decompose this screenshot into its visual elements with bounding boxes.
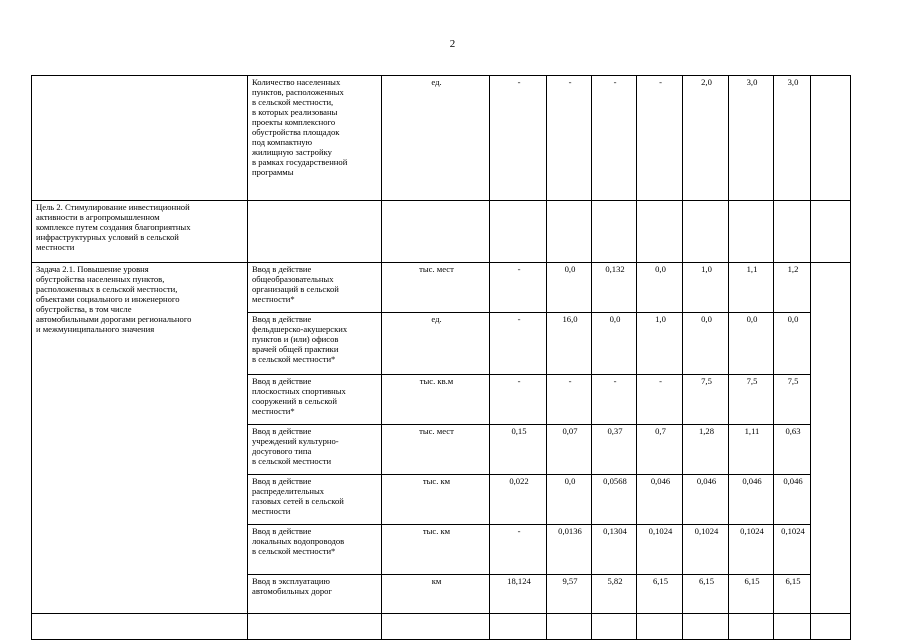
unit-cell: тыс. кв.м <box>382 375 490 425</box>
value-cell: 1,11 <box>729 425 774 475</box>
indicator-cell: Ввод в действие распределительных газовых сетей в сельской местности <box>248 475 382 525</box>
indicator-cell <box>248 614 382 640</box>
empty-cell <box>811 263 851 614</box>
value-cell: 0,63 <box>774 425 811 475</box>
value-cell: 1,0 <box>637 313 683 375</box>
value-cell: 0,1024 <box>637 525 683 575</box>
table-row <box>32 263 851 313</box>
unit-cell: тыс. км <box>382 475 490 525</box>
value-cell: - <box>637 76 683 201</box>
unit-cell: тыс. мест <box>382 425 490 475</box>
value-cell: 0,1304 <box>592 525 637 575</box>
value-cell: 0,046 <box>683 475 729 525</box>
indicator-cell: Ввод в действие локальных водопроводов в сельской местности* <box>248 525 382 575</box>
empty-cell <box>32 76 248 201</box>
value-cell: 1,0 <box>683 263 729 313</box>
value-cell: - <box>490 313 547 375</box>
value-cell: - <box>592 375 637 425</box>
value-cell: 0,0 <box>547 475 592 525</box>
value-cell: 0,1024 <box>729 525 774 575</box>
value-cell: 3,0 <box>774 76 811 201</box>
empty-cell <box>547 201 592 263</box>
unit-cell: км <box>382 575 490 614</box>
value-cell: 16,0 <box>547 313 592 375</box>
indicator-cell: Ввод в действие общеобразовательных организаций в сельской местности* <box>248 263 382 313</box>
value-cell: - <box>547 76 592 201</box>
value-cell: 0,046 <box>637 475 683 525</box>
unit-cell <box>382 614 490 640</box>
empty-cell <box>683 201 729 263</box>
value-cell <box>490 614 547 640</box>
unit-cell: тыс. мест <box>382 263 490 313</box>
table-row <box>32 614 851 640</box>
table-row <box>32 76 851 201</box>
value-cell: 6,15 <box>637 575 683 614</box>
empty-cell <box>729 201 774 263</box>
value-cell: 0,37 <box>592 425 637 475</box>
value-cell: 0,0 <box>774 313 811 375</box>
value-cell: 6,15 <box>683 575 729 614</box>
indicator-cell: Ввод в действие учреждений культурно- досугового типа в сельской местности <box>248 425 382 475</box>
value-cell: 1,28 <box>683 425 729 475</box>
value-cell: 0,1024 <box>683 525 729 575</box>
value-cell: - <box>490 76 547 201</box>
indicator-cell: Ввод в действие фельдшерско-акушерских пунктов и (или) офисов врачей общей практики в сельской местности* <box>248 313 382 375</box>
unit-cell: ед. <box>382 313 490 375</box>
value-cell: - <box>547 375 592 425</box>
value-cell: 0,046 <box>774 475 811 525</box>
value-cell <box>774 614 811 640</box>
value-cell: 5,82 <box>592 575 637 614</box>
unit-cell: тыс. км <box>382 525 490 575</box>
value-cell: - <box>490 263 547 313</box>
value-cell: 0,046 <box>729 475 774 525</box>
value-cell: 7,5 <box>729 375 774 425</box>
value-cell: 0,0568 <box>592 475 637 525</box>
empty-cell <box>774 201 811 263</box>
value-cell: 0,0 <box>683 313 729 375</box>
empty-cell <box>811 614 851 640</box>
indicator-cell: Ввод в действие плоскостных спортивных сооружений в сельской местности* <box>248 375 382 425</box>
value-cell <box>547 614 592 640</box>
value-cell: 7,5 <box>683 375 729 425</box>
empty-cell <box>32 614 248 640</box>
value-cell: - <box>490 375 547 425</box>
value-cell: 0,0136 <box>547 525 592 575</box>
value-cell <box>683 614 729 640</box>
empty-cell <box>811 201 851 263</box>
value-cell: 0,0 <box>637 263 683 313</box>
value-cell: 3,0 <box>729 76 774 201</box>
value-cell: 9,57 <box>547 575 592 614</box>
value-cell: - <box>490 525 547 575</box>
value-cell: 0,022 <box>490 475 547 525</box>
value-cell: 0,0 <box>592 313 637 375</box>
goal-cell: Цель 2. Стимулирование инвестиционной активности в агропромышленном комплексе путем создания благоприятных инфраструктурных условий в сельской местности <box>32 201 248 263</box>
value-cell: - <box>592 76 637 201</box>
value-cell: 0,0 <box>547 263 592 313</box>
value-cell: 0,15 <box>490 425 547 475</box>
value-cell <box>729 614 774 640</box>
value-cell: 0,0 <box>729 313 774 375</box>
empty-cell <box>248 201 382 263</box>
indicators-table <box>31 75 851 640</box>
value-cell: - <box>637 375 683 425</box>
value-cell <box>592 614 637 640</box>
empty-cell <box>592 201 637 263</box>
goal-row <box>32 201 851 263</box>
empty-cell <box>490 201 547 263</box>
value-cell: 7,5 <box>774 375 811 425</box>
value-cell: 1,2 <box>774 263 811 313</box>
unit-cell: ед. <box>382 76 490 201</box>
value-cell: 6,15 <box>729 575 774 614</box>
indicator-cell: Ввод в эксплуатацию автомобильных дорог <box>248 575 382 614</box>
value-cell: 0,132 <box>592 263 637 313</box>
value-cell: 0,1024 <box>774 525 811 575</box>
value-cell: 1,1 <box>729 263 774 313</box>
value-cell: 18,124 <box>490 575 547 614</box>
value-cell: 2,0 <box>683 76 729 201</box>
value-cell: 0,07 <box>547 425 592 475</box>
value-cell: 6,15 <box>774 575 811 614</box>
value-cell <box>637 614 683 640</box>
page-number: 2 <box>449 38 456 50</box>
task-cell: Задача 2.1. Повышение уровня обустройства населенных пунктов, расположенных в сельской местности, объектами социального и инженерного обустройства, в том числе автомобильными дорогами регионального и межмуниципального значения <box>32 263 248 614</box>
value-cell: 0,7 <box>637 425 683 475</box>
empty-cell <box>811 76 851 201</box>
indicator-cell: Количество населенных пунктов, расположенных в сельской местности, в которых реализованы проекты комплексного обустройства площадок под компактную жилищную застройку в рамках государственной программы <box>248 76 382 201</box>
empty-cell <box>637 201 683 263</box>
empty-cell <box>382 201 490 263</box>
